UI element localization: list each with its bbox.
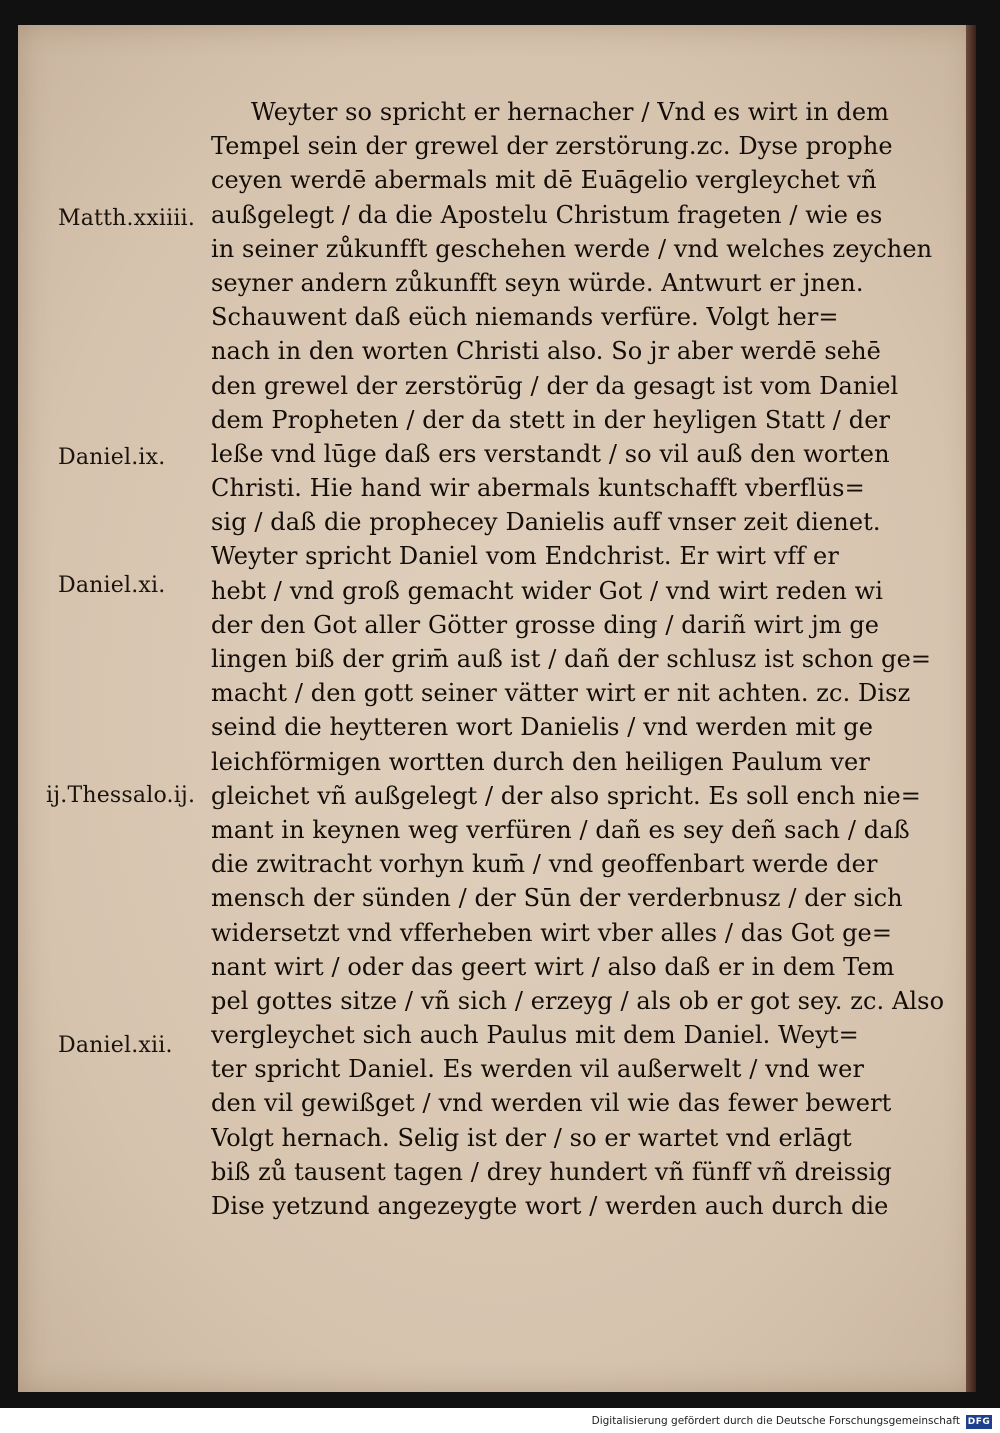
text-line: widersetzt vnd vfferheben wirt vber alles / das Got ge= <box>211 918 893 947</box>
funding-credit: Digitalisierung gefördert durch die Deutsche Forschungsgemeinschaft <box>591 1415 960 1427</box>
text-line: Weyter spricht Daniel vom Endchrist. Er wirt vff er <box>211 542 839 571</box>
text-line: außgelegt / da die Apostelu Christum frageten / wie es <box>211 200 883 229</box>
text-line: dem Propheten / der da stett in der heyligen Statt / der <box>211 405 891 434</box>
text-line: Weyter so spricht er hernacher / Vnd es wirt in dem <box>251 98 890 126</box>
text-line: der den Got aller Götter grosse ding / dariñ wirt jm ge <box>211 610 880 639</box>
text-line: Dise yetzund angezeygte wort / werden auch durch die <box>211 1192 889 1220</box>
text-line: Christi. Hie hand wir abermals kuntschafft vberflüs= <box>211 474 865 503</box>
text-line: leichförmigen wortten durch den heiligen Paulum ver <box>211 747 870 776</box>
margin-note-matthew: Matth.xxiiii. <box>58 206 196 231</box>
text-line: Tempel sein der grewel der zerstörung.zc. Dyse prophe <box>211 132 893 161</box>
text-line: mensch der sünden / der Sūn der verderbnusz / der sich <box>211 884 903 913</box>
margin-note-daniel-11: Daniel.xi. <box>58 573 166 598</box>
body-text <box>211 95 961 1223</box>
margin-note-daniel-9: Daniel.ix. <box>58 445 166 470</box>
margin-note-thessalonians: ij.Thessalo.ij. <box>46 783 196 808</box>
text-line: Schauwent daß eüch niemands verfüre. Volgt her= <box>211 303 839 332</box>
dfg-logo: DFG <box>967 1417 991 1427</box>
page-edge <box>966 25 976 1392</box>
text-line: nant wirt / oder das geert wirt / also daß er in dem Tem <box>211 952 895 981</box>
footer <box>0 1408 1000 1433</box>
text-line: ceyen werdē abermals mit dē Euāgelio vergleychet vñ <box>211 166 877 195</box>
text-line: die zwitracht vorhyn kum̄ / vnd geoffenbart werde der <box>211 850 878 879</box>
text-line: mant in keynen weg verfüren / dañ es sey deñ sach / daß <box>211 815 910 844</box>
text-line: leße vnd lūge daß ers verstandt / so vil auß den worten <box>211 439 890 468</box>
text-line: macht / den gott seiner vätter wirt er nit achten. zc. Disz <box>211 679 911 708</box>
book-page <box>18 25 976 1392</box>
text-line: in seiner zůkunfft geschehen werde / vnd welches zeychen <box>211 234 933 263</box>
text-line: seyner andern zůkunfft seyn würde. Antwurt er jnen. <box>211 268 864 297</box>
text-line: hebt / vnd groß gemacht wider Got / vnd wirt reden wi <box>211 576 884 605</box>
text-line: nach in den worten Christi also. So jr aber werdē sehē <box>211 337 881 366</box>
margin-note-daniel-12: Daniel.xii. <box>58 1033 173 1058</box>
text-line: biß zů tausent tagen / drey hundert vñ fünff vñ dreissig <box>211 1157 892 1186</box>
text-line: seind die heytteren wort Danielis / vnd werden mit ge <box>211 713 874 742</box>
margin-notes <box>18 25 218 1392</box>
text-line: Volgt hernach. Selig ist der / so er wartet vnd erlāgt <box>211 1123 852 1152</box>
text-line: lingen biß der grim̄ auß ist / dañ der schlusz ist schon ge= <box>211 645 932 673</box>
text-line: den vil gewißget / vnd werden vil wie das fewer bewert <box>211 1089 892 1118</box>
text-line: pel gottes sitze / vñ sich / erzeyg / als ob er got sey. zc. Also <box>211 986 945 1015</box>
text-line: den grewel der zerstörūg / der da gesagt ist vom Daniel <box>211 371 899 400</box>
text-line: ter spricht Daniel. Es werden vil außerwelt / vnd wer <box>211 1055 865 1084</box>
text-line: gleichet vñ außgelegt / der also spricht. Es soll ench nie= <box>211 781 921 810</box>
text-line: vergleychet sich auch Paulus mit dem Daniel. Weyt= <box>211 1021 859 1050</box>
text-line: sig / daß die prophecey Danielis auff vnser zeit dienet. <box>211 508 881 537</box>
